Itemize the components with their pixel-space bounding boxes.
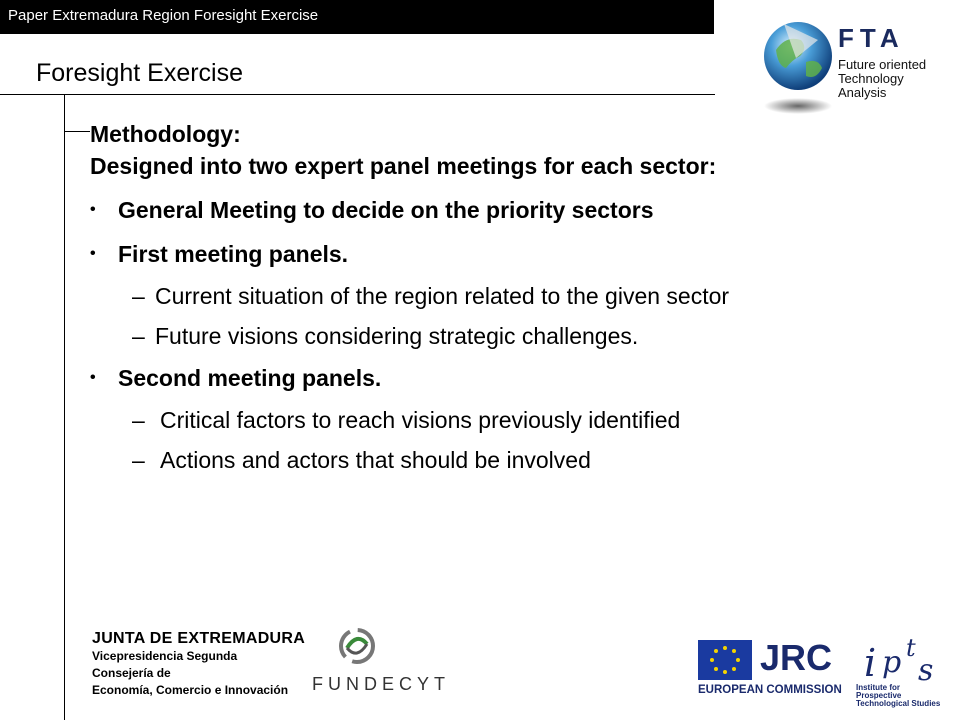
bullet-label: Second meeting panels. [118, 365, 382, 391]
european-commission-label: EUROPEAN COMMISSION [698, 684, 842, 696]
slide-title: Foresight Exercise [36, 59, 244, 87]
subitem-future-visions [90, 322, 875, 350]
title-divider [0, 94, 715, 95]
ipts-line: Technological Studies [856, 699, 941, 708]
dash-icon: – [132, 447, 145, 473]
bullet-icon: • [90, 245, 96, 262]
subitem-current-situation [90, 282, 875, 310]
bullet-first-meeting [90, 238, 890, 270]
methodology-heading: Methodology: [90, 121, 241, 147]
svg-text:t: t [906, 634, 916, 662]
bullet-second-meeting [90, 362, 890, 394]
bullet-label: General Meeting to decide on the priority sectors [118, 197, 654, 223]
svg-text:i: i [864, 641, 877, 685]
top-bar [0, 0, 714, 34]
methodology-text: Designed into two expert panel meetings for each sector: [90, 153, 717, 179]
jrc-logo-text: JRC [760, 637, 833, 678]
junta-title: JUNTA DE EXTREMADURA [92, 630, 306, 647]
bullet-icon: • [90, 201, 96, 218]
fta-subtitle-line: Technology [838, 71, 904, 86]
subitem-label: Current situation of the region related to the given sector [155, 283, 730, 309]
heading-tick [64, 131, 90, 132]
subitem-actions-actors [90, 446, 880, 474]
subitem-label: Future visions considering strategic challenges. [155, 323, 639, 349]
fundecyt-emblem-icon [337, 626, 377, 666]
dash-icon: – [132, 283, 145, 309]
slide-content [90, 118, 890, 474]
junta-line: Economía, Comercio e Innovación [92, 683, 289, 697]
globe-shadow [764, 98, 832, 114]
junta-line: Vicepresidencia Segunda [92, 649, 238, 663]
junta-line: Consejería de [92, 666, 171, 680]
bullet-icon: • [90, 369, 96, 386]
fta-subtitle-line: Future oriented [838, 57, 927, 72]
subitem-label: Actions and actors that should be involved [160, 447, 591, 473]
subitem-critical-factors [90, 406, 880, 434]
ipts-line: Institute for [856, 683, 900, 692]
fta-subtitle [838, 58, 926, 100]
left-divider [64, 94, 65, 720]
subitem-label: Critical factors to reach visions previously identified [160, 407, 681, 433]
presentation-title: Paper Extremadura Region Foresight Exercise [8, 7, 319, 24]
junta-extremadura-logo [92, 630, 305, 699]
ipts-line: Prospective [856, 691, 902, 700]
fta-subtitle-line: Analysis [838, 85, 887, 100]
fta-acronym: FTA [838, 23, 905, 53]
bullet-general-meeting [90, 194, 890, 226]
svg-text:s: s [918, 653, 934, 688]
ipts-label [856, 684, 940, 708]
dash-icon: – [132, 323, 145, 349]
fundecyt-logo-text: FUNDECYT [312, 674, 450, 694]
svg-text:p: p [882, 645, 902, 680]
dash-icon: – [132, 407, 145, 433]
bullet-label: First meeting panels. [118, 241, 349, 267]
